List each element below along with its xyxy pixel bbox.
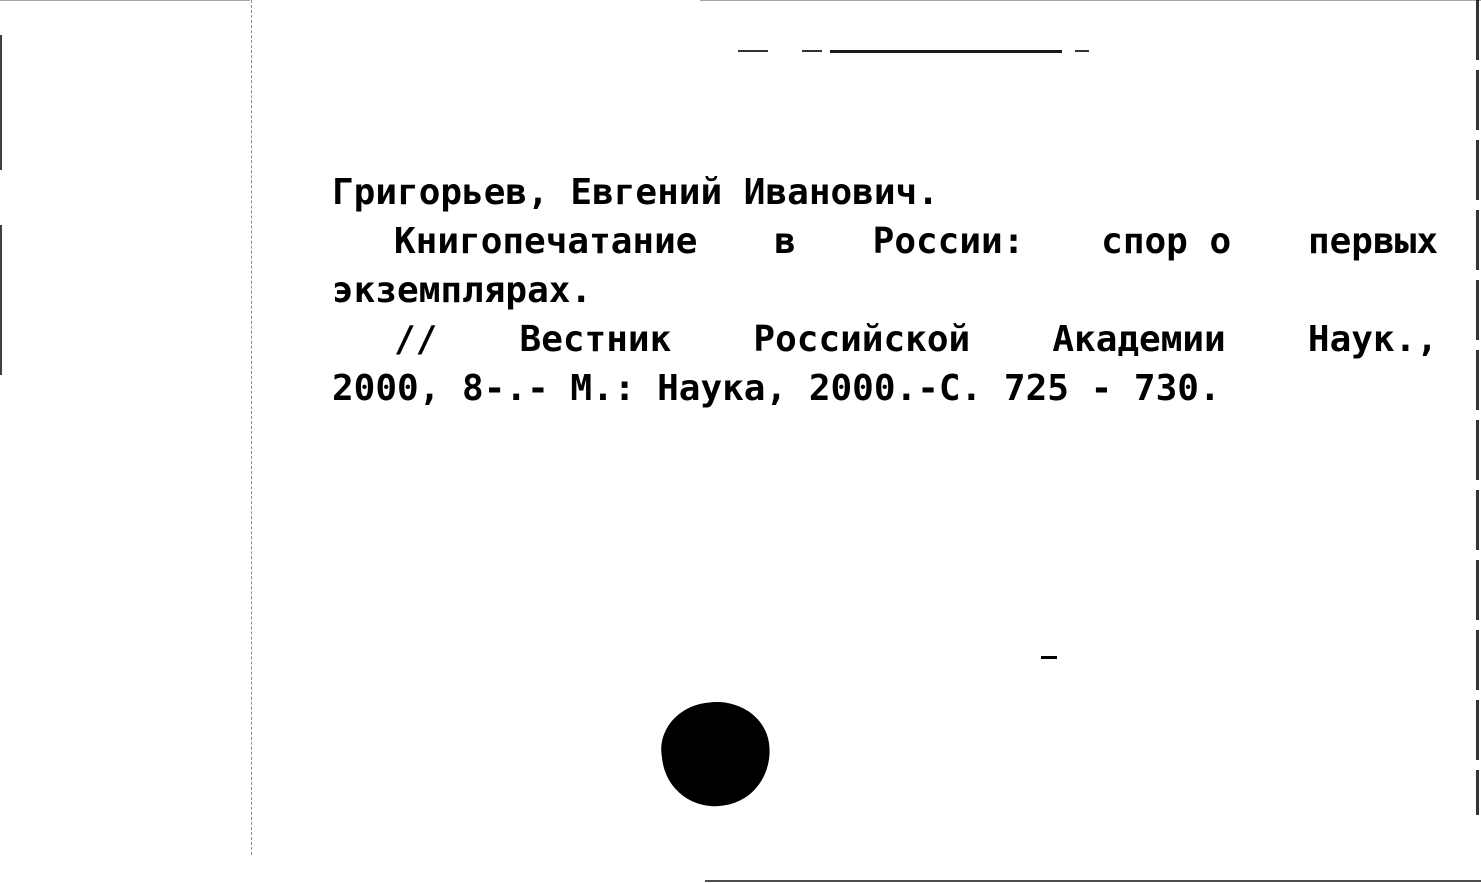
author-line: Григорьев, Евгений Иванович. bbox=[332, 172, 939, 213]
title-word: Книгопечатание bbox=[394, 221, 698, 262]
title-word: спор о bbox=[1101, 221, 1232, 262]
title-line-2: экземплярах. bbox=[332, 270, 593, 311]
title-word: в bbox=[774, 221, 796, 262]
scan-dash bbox=[802, 50, 822, 52]
source-word: // bbox=[394, 319, 438, 360]
source-line-1 bbox=[332, 315, 1438, 364]
scan-edge-left-lower bbox=[0, 225, 2, 375]
scan-dash bbox=[1075, 50, 1089, 52]
scan-edge-top-right bbox=[700, 0, 1481, 1]
card-text bbox=[332, 168, 1438, 413]
source-word: Наук., bbox=[1307, 319, 1438, 360]
source-word: Российской bbox=[753, 319, 971, 360]
title-word: первых bbox=[1307, 221, 1438, 262]
scan-edge-left-upper bbox=[0, 35, 2, 170]
title-word: России: bbox=[872, 221, 1025, 262]
scan-dash bbox=[830, 50, 1062, 53]
scan-edge-right bbox=[1476, 0, 1479, 815]
source-word: Вестник bbox=[519, 319, 672, 360]
source-line-2: 2000, 8-.- М.: Наука, 2000.-С. 725 - 730. bbox=[332, 368, 1221, 409]
margin-line bbox=[251, 0, 252, 855]
source-word: Академии bbox=[1052, 319, 1226, 360]
scan-edge-top-left bbox=[0, 0, 250, 1]
scan-edge-bottom bbox=[705, 880, 1481, 882]
punch-hole bbox=[655, 695, 776, 813]
scan-dash bbox=[1041, 656, 1057, 659]
title-line-1 bbox=[332, 217, 1438, 266]
scan-dash bbox=[738, 50, 768, 52]
